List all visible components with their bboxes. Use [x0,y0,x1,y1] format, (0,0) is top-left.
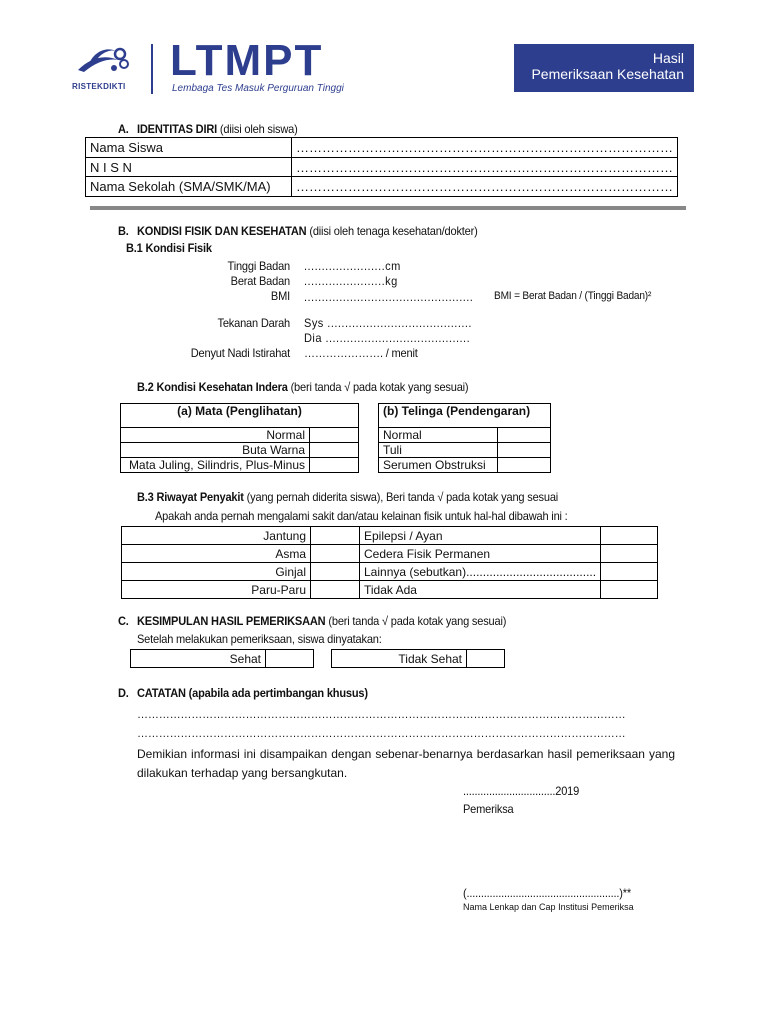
penyakit-option: Ginjal [122,563,311,581]
penyakit-checkbox[interactable] [311,527,360,545]
table-row [379,458,551,473]
telinga-checkbox[interactable] [498,428,551,443]
table-row [86,138,678,158]
b3-question: Apakah anda pernah mengalami sakit dan/atau kelainan fisik untuk hal-hal dibawah ini : [155,509,568,523]
table-row [121,443,359,458]
nadi-label: Denyut Nadi Istirahat [190,346,290,360]
b1-title: B.1 Kondisi Fisik [126,241,212,255]
penyakit-option: Cedera Fisik Permanen [360,545,601,563]
statement-text: Demikian informasi ini disampaikan dengan sebenar-benarnya berdasarkan hasil pemeriksaan yang dilakukan terhadap yang bersangkutan. [137,747,675,780]
telinga-option: Normal [379,428,498,443]
b2-title: B.2 Kondisi Kesehatan Indera [137,380,288,394]
identity-table [85,137,678,197]
header-title-line2: Pemeriksaan Kesehatan [531,66,684,82]
section-b-heading [137,224,478,238]
bmi-field[interactable]: ................................................ [304,290,474,304]
table-row [122,527,658,545]
logo-tag: RISTEKDIKTI [72,82,126,91]
identity-value-field[interactable]: …………………………………………………………………………… [292,138,678,158]
penyakit-option: Paru-Paru [122,581,311,599]
penyakit-option: Tidak Ada [360,581,601,599]
section-b-note: (diisi oleh tenaga kesehatan/dokter) [309,224,478,238]
mata-checkbox[interactable] [310,428,359,443]
table-row [122,545,658,563]
penyakit-option: Asma [122,545,311,563]
section-a-title: IDENTITAS DIRI [137,122,218,136]
berat-label: Berat Badan [230,274,290,288]
berat-field[interactable]: .......................kg [304,274,398,288]
mata-checkbox[interactable] [310,458,359,473]
telinga-table [378,403,551,473]
b3-note: (yang pernah diderita siswa), Beri tanda √ pada kotak yang sesuai [246,490,559,504]
mata-checkbox[interactable] [310,443,359,458]
penyakit-table [121,526,658,599]
table-row [379,443,551,458]
ristekdikti-logo-icon [74,40,134,82]
sehat-checkbox[interactable] [266,650,314,668]
bmi-formula: BMI = Berat Badan / (Tinggi Badan)² [494,290,652,302]
section-c-letter: C. [118,614,129,628]
identity-value-field[interactable]: …………………………………………………………………………… [292,177,678,197]
table-row [122,563,658,581]
bmi-label: BMI [270,289,290,303]
date-field[interactable]: ................................2019 [463,784,580,798]
section-divider [90,206,686,210]
section-a-heading [137,122,298,136]
b3-heading [137,490,558,504]
tidak-sehat-checkbox[interactable] [467,650,505,668]
identity-label: Nama Siswa [86,138,292,158]
brand-name: LTMPT [170,36,324,85]
tidak-sehat-option: Tidak Sehat [332,650,467,668]
mata-table [120,403,359,473]
table-row [121,458,359,473]
penyakit-checkbox[interactable] [601,563,658,581]
section-c-heading [137,614,506,628]
table-row [86,158,678,177]
kesimpulan-tidak-sehat [331,649,505,668]
header-title-line1: Hasil [652,50,684,66]
section-b-letter: B. [118,224,129,238]
sys-field[interactable]: Sys ......................................... [304,316,472,330]
mata-header: (a) Mata (Penglihatan) [121,404,359,428]
section-c-title: KESIMPULAN HASIL PEMERIKSAAN [137,614,326,628]
catatan-line[interactable]: ……………………………………………………………………………………………………………………… [137,707,626,721]
section-c-note: (beri tanda √ pada kotak yang sesuai) [328,614,507,628]
section-d-letter: D. [118,686,129,700]
telinga-option: Tuli [379,443,498,458]
mata-option: Mata Juling, Silindris, Plus-Minus [121,458,310,473]
b2-heading [137,380,468,394]
telinga-header: (b) Telinga (Pendengaran) [379,404,551,428]
section-b-title: KONDISI FISIK DAN KESEHATAN [137,224,307,238]
penyakit-checkbox[interactable] [601,545,658,563]
penyakit-checkbox[interactable] [311,581,360,599]
penyakit-option: Lainnya (sebutkan)....................................... [360,563,601,581]
table-row [121,404,359,428]
section-a-note: (diisi oleh siswa) [219,122,298,136]
table-row [332,650,505,668]
identity-label: N I S N [86,158,292,177]
table-row [379,404,551,428]
table-row [379,428,551,443]
examiner-label: Pemeriksa [463,802,514,816]
telinga-checkbox[interactable] [498,458,551,473]
section-d-title: CATATAN (apabila ada pertimbangan khusus) [137,686,368,700]
telinga-option: Serumen Obstruksi [379,458,498,473]
header-title-box [514,44,694,92]
table-row [86,177,678,197]
tinggi-field[interactable]: .......................cm [304,259,401,273]
signature-note: Nama Lenkap dan Cap Institusi Pemeriksa [463,902,634,912]
penyakit-checkbox[interactable] [601,581,658,599]
penyakit-checkbox[interactable] [311,563,360,581]
section-c-intro: Setelah melakukan pemeriksaan, siswa dinyatakan: [137,632,382,646]
mata-option: Buta Warna [121,443,310,458]
nadi-field[interactable]: …………………. / menit [304,346,418,360]
sehat-option: Sehat [131,650,266,668]
catatan-line[interactable]: ……………………………………………………………………………………………………………………… [137,726,626,740]
penyakit-checkbox[interactable] [311,545,360,563]
section-a-letter: A. [118,122,129,136]
brand-subtitle: Lembaga Tes Masuk Perguruan Tinggi [172,83,344,94]
table-row [122,581,658,599]
penyakit-checkbox[interactable] [601,527,658,545]
penyakit-option: Epilepsi / Ayan [360,527,601,545]
signature-field[interactable]: (.....................................................)** [463,886,632,900]
penyakit-option: Jantung [122,527,311,545]
identity-label: Nama Sekolah (SMA/SMK/MA) [86,177,292,197]
dia-field[interactable]: Dia ......................................... [304,331,471,345]
header-divider [151,44,153,94]
identity-value-field[interactable]: …………………………………………………………………………… [292,158,678,177]
tekanan-label: Tekanan Darah [217,316,290,330]
telinga-checkbox[interactable] [498,443,551,458]
mata-option: Normal [121,428,310,443]
table-row [121,428,359,443]
tinggi-label: Tinggi Badan [227,259,290,273]
b2-note: (beri tanda √ pada kotak yang sesuai) [290,380,469,394]
b3-title: B.3 Riwayat Penyakit [137,490,244,504]
kesimpulan-sehat [130,649,314,668]
table-row [131,650,314,668]
